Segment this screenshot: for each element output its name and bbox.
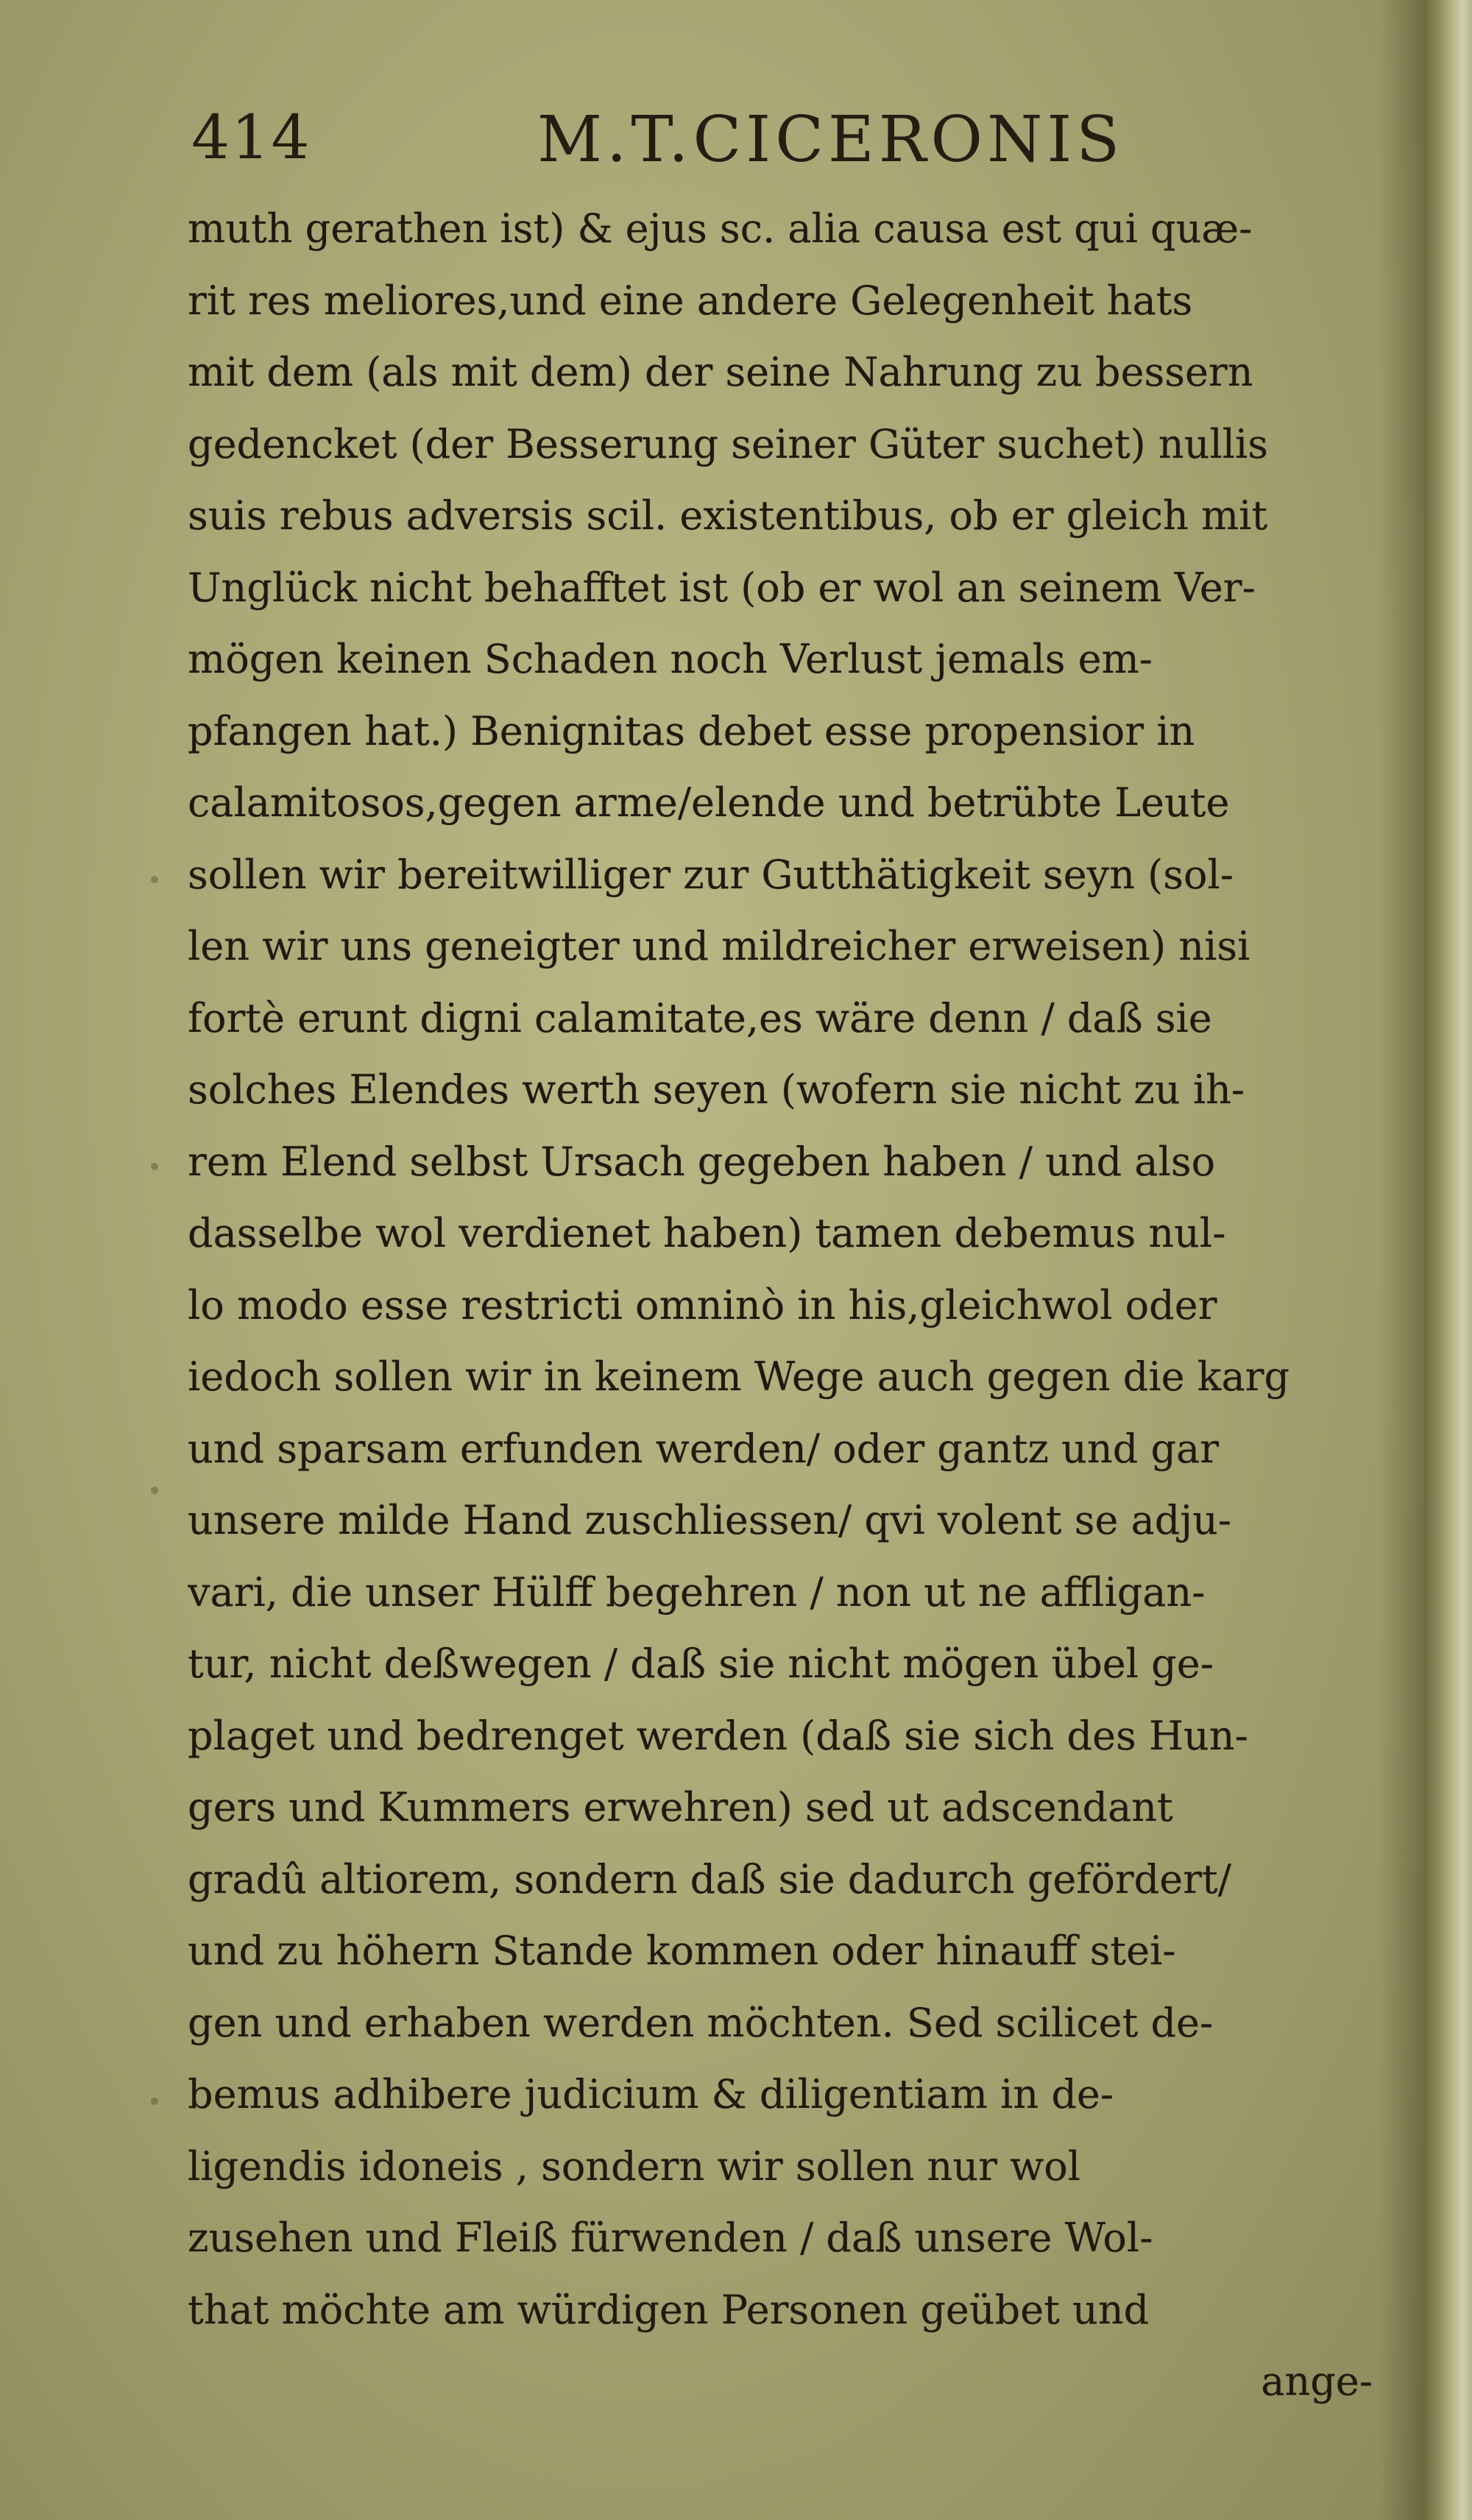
text-line: Unglück nicht behafftet ist (ob er wol an seinem Ver- <box>188 564 1256 611</box>
text-line: mögen keinen Schaden noch Verlust jemals em- <box>188 636 1153 682</box>
text-line: iedoch sollen wir in keinem Wege auch gegen die karg <box>188 1353 1290 1400</box>
page-number: 414 <box>191 103 311 173</box>
text-line: pfangen hat.) Benignitas debet esse propensior in <box>188 707 1195 754</box>
book-binding-edge <box>1424 0 1472 2520</box>
text-line: solches Elendes werth seyen (wofern sie nicht zu ih- <box>188 1066 1245 1113</box>
catchword: ange- <box>1261 2358 1373 2404</box>
text-line: calamitosos,gegen arme/elende und betrübte Leute <box>188 779 1230 826</box>
page-header <box>191 103 1369 184</box>
text-line: zusehen und Fleiß fürwenden / daß unsere Wol- <box>188 2215 1153 2261</box>
text-line: suis rebus adversis scil. existentibus, ob er gleich mit <box>188 492 1268 539</box>
text-line: unsere milde Hand zuschliessen/ qvi volent se adju- <box>188 1497 1232 1543</box>
text-line: fortè erunt digni calamitate,es wäre denn / daß sie <box>188 994 1212 1041</box>
margin-mark <box>151 1163 158 1170</box>
running-head: M.T.CICERONIS <box>537 103 1125 177</box>
text-line: gen und erhaben werden möchten. Sed scilicet de- <box>188 1999 1214 2046</box>
text-line: vari, die unser Hülff begehren / non ut ne affligan- <box>188 1568 1206 1615</box>
text-line: mit dem (als mit dem) der seine Nahrung zu bessern <box>188 349 1253 395</box>
text-line: sollen wir bereitwilliger zur Gutthätigkeit seyn (sol- <box>188 851 1234 898</box>
text-line: that möchte am würdigen Personen geübet und <box>188 2286 1150 2333</box>
text-line: gedencket (der Besserung seiner Güter suchet) nullis <box>188 420 1268 467</box>
text-line: lo modo esse restricti omninò in his,gleichwol oder <box>188 1281 1217 1328</box>
margin-mark <box>151 876 158 883</box>
text-line: gradû altiorem, sondern daß sie dadurch gefördert/ <box>188 1855 1231 1903</box>
text-line: rit res meliores,und eine andere Gelegenheit hats <box>188 277 1193 324</box>
text-line: bemus adhibere judicium & diligentiam in de- <box>188 2071 1114 2117</box>
text-line: muth gerathen ist) & ejus sc. alia causa est qui quæ- <box>188 205 1253 252</box>
text-line: dasselbe wol verdienet haben) tamen debemus nul- <box>188 1210 1226 1256</box>
text-line: plaget und bedrenget werden (daß sie sich des Hun- <box>188 1712 1248 1759</box>
text-line: gers und Kummers erwehren) sed ut adscendant <box>188 1784 1173 1830</box>
text-line: und zu höhern Stande kommen oder hinauff stei- <box>188 1928 1176 1974</box>
text-line: len wir uns geneigter und mildreicher erweisen) nisi <box>188 923 1250 969</box>
body-text <box>188 193 1395 2418</box>
text-line: tur, nicht deßwegen / daß sie nicht mögen übel ge- <box>188 1641 1214 1687</box>
margin-mark <box>151 1487 158 1494</box>
text-line: rem Elend selbst Ursach gegeben haben / und also <box>188 1138 1216 1185</box>
text-line: ligendis idoneis , sondern wir sollen nur wol <box>188 2142 1081 2190</box>
margin-mark <box>151 2098 158 2105</box>
text-line: und sparsam erfunden werden/ oder gantz und gar <box>188 1425 1220 1472</box>
